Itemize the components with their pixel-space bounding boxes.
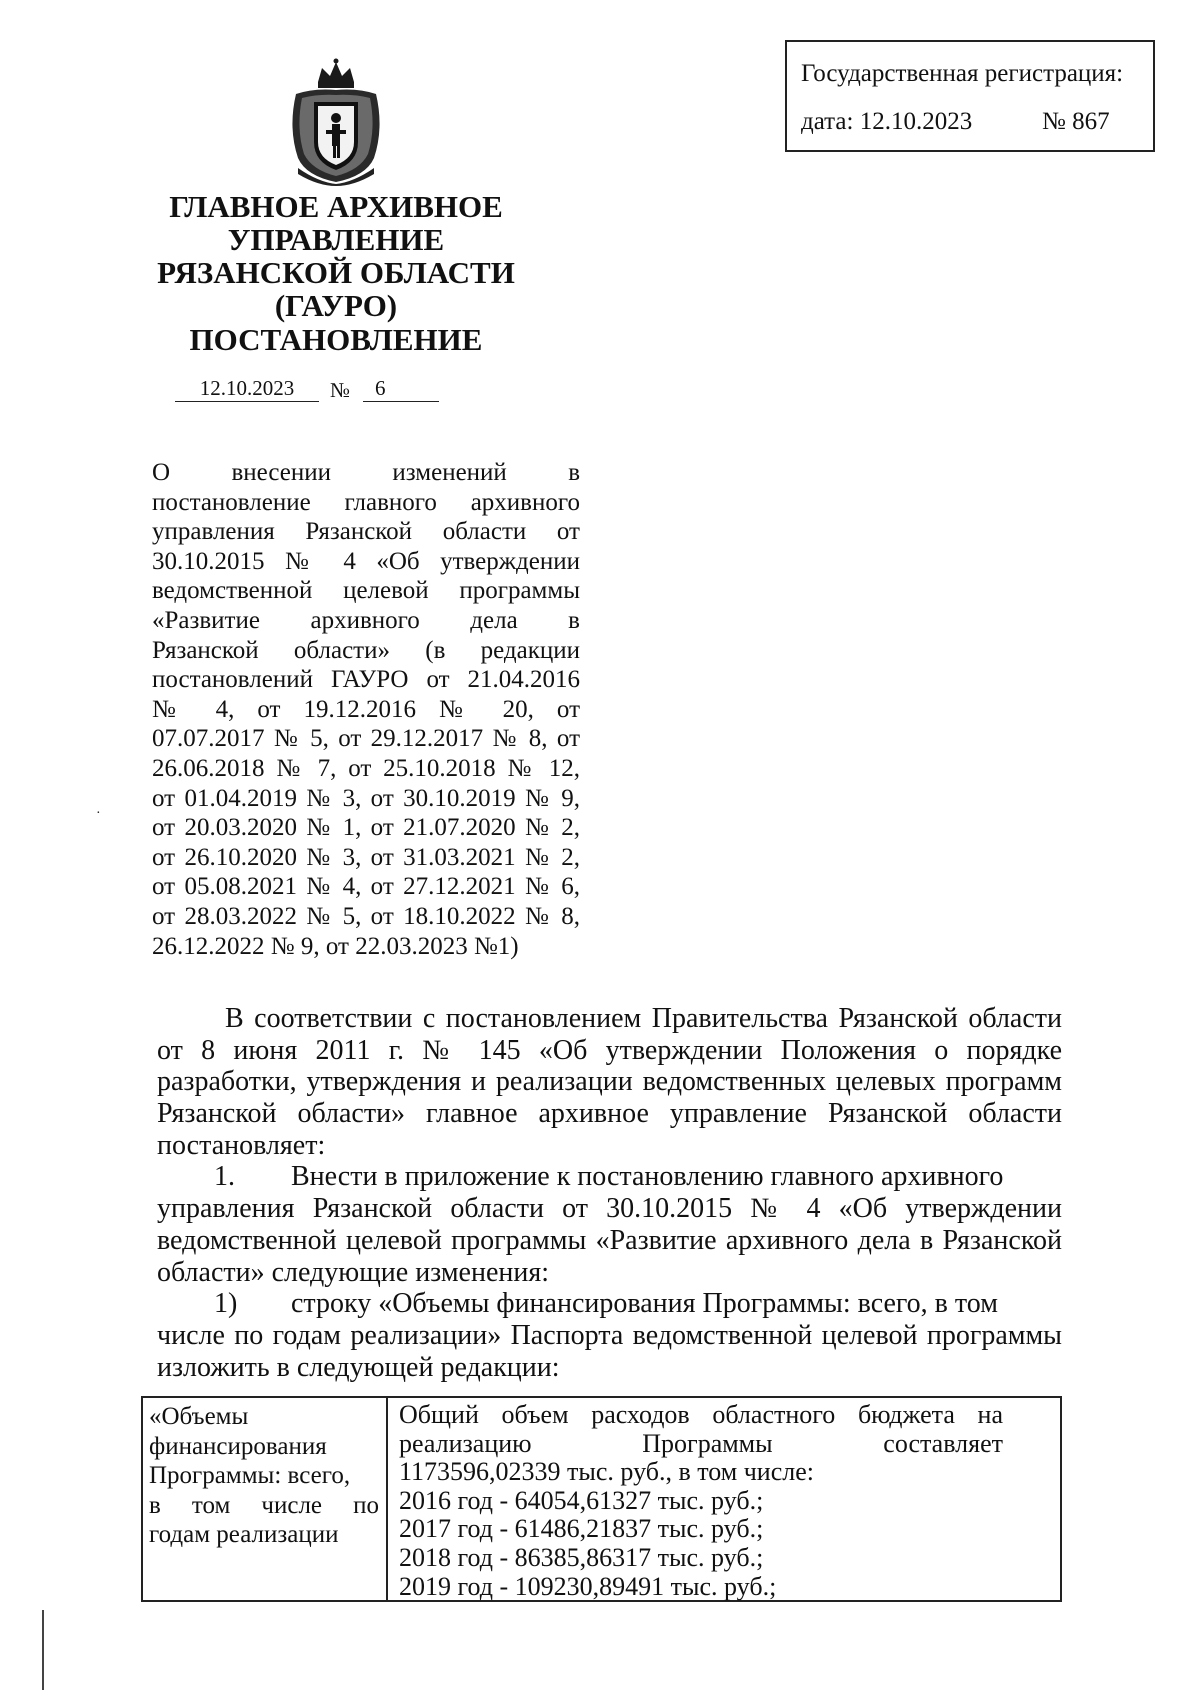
subject-line: № 4, от 19.12.2016 № 20, от — [152, 695, 580, 723]
subject-line: от 28.03.2022 № 5, от 18.10.2022 № 8, — [152, 902, 580, 930]
subject-line: от 05.08.2021 № 4, от 27.12.2021 № 6, — [152, 873, 580, 901]
table-value-line: 2017 год - 61486,21837 тыс. руб.; — [399, 1514, 764, 1544]
subject-line: 30.10.2015 № 4 «Об утверждении — [152, 547, 580, 575]
registration-number: № 867 — [1042, 108, 1110, 135]
subject-line: «Развитие архивного дела в — [152, 606, 580, 634]
body-line: В соответствии с постановлением Правительства Рязанской области — [225, 1003, 1062, 1034]
subject-line: постановлений ГАУРО от 21.04.2016 — [152, 666, 580, 694]
subject-line: управления Рязанской области от — [152, 518, 580, 546]
table-value-line: 2016 год - 64054,61327 тыс. руб.; — [399, 1485, 764, 1515]
subject-line: от 26.10.2020 № 3, от 31.03.2021 № 2, — [152, 843, 580, 871]
subject-line: ведомственной целевой программы — [152, 577, 580, 605]
document-type: ПОСТАНОВЛЕНИЕ — [189, 322, 483, 357]
organization-title-line: УПРАВЛЕНИЕ — [227, 222, 445, 257]
scan-speck: · — [96, 806, 101, 821]
table-label-line: Программы: всего, — [149, 1462, 351, 1489]
organization-title-line: ГЛАВНОЕ АРХИВНОЕ — [169, 189, 503, 224]
ryazan-coat-of-arms-icon — [278, 58, 394, 186]
document-body — [157, 1003, 1062, 1383]
body-line: ведомственной целевой программы «Развитие архивного дела в Рязанской — [157, 1224, 1062, 1256]
table-value-line: реализацию Программы составляет — [399, 1428, 1003, 1458]
table-value-line: 2019 год - 109230,89491 тыс. руб.; — [399, 1571, 777, 1601]
body-line: изложить в следующей редакции: — [157, 1351, 560, 1383]
item-1-text: Внести в приложение к постановлению главного архивного — [291, 1161, 1004, 1193]
body-line: управления Рязанской области от 30.10.2015 № 4 «Об утверждении — [157, 1193, 1062, 1225]
subject-line: от 20.03.2020 № 1, от 21.07.2020 № 2, — [152, 814, 580, 842]
subject-line: Рязанской области» (в редакции — [152, 636, 580, 664]
document-date: 12.10.2023 — [175, 376, 319, 402]
table-value-line: Общий объем расходов областного бюджета на — [399, 1400, 1003, 1429]
document-number: 6 — [363, 376, 439, 402]
organization-title-line: (ГАУРО) — [274, 288, 398, 323]
organization-title-line: РЯЗАНСКОЙ ОБЛАСТИ — [157, 255, 515, 290]
table-value-line: 1173596,02339 тыс. руб., в том числе: — [399, 1457, 814, 1487]
body-line: области» следующие изменения: — [157, 1256, 550, 1288]
subject-line: от 01.04.2019 № 3, от 30.10.2019 № 9, — [152, 784, 580, 812]
document-subject — [152, 458, 580, 961]
subitem-1-number: 1) — [214, 1288, 238, 1320]
table-label-line: финансирования — [149, 1432, 327, 1460]
item-1-number: 1. — [214, 1161, 235, 1193]
subitem-1-line — [157, 1288, 1062, 1320]
table-value-line: 2018 год - 86385,86317 тыс. руб.; — [399, 1542, 764, 1572]
table-label-line: «Объемы — [149, 1403, 249, 1430]
subject-line: постановление главного архивного — [152, 488, 580, 516]
document-number-label: № — [330, 378, 351, 402]
table-cell-label — [149, 1402, 379, 1550]
body-line: числе по годам реализации» Паспорта ведомственной целевой программы — [157, 1319, 1062, 1351]
registration-box — [785, 40, 1155, 152]
financing-table — [141, 1396, 1062, 1602]
organization-title — [150, 190, 522, 322]
table-label-line: годам реализации — [149, 1521, 339, 1548]
subject-line: 07.07.2017 № 5, от 29.12.2017 № 8, от — [152, 725, 580, 753]
body-line: постановляет: — [157, 1129, 326, 1161]
table-cell-value — [399, 1400, 1003, 1600]
table-column-divider — [386, 1398, 388, 1600]
item-1-line — [157, 1161, 1062, 1193]
subject-line: О внесении изменений в — [152, 459, 580, 486]
subitem-1-text: строку «Объемы финансирования Программы: всего, в том — [291, 1288, 998, 1320]
table-label-line: в том числе по — [149, 1491, 379, 1519]
body-line: от 8 июня 2011 г. № 145 «Об утверждении Положения о порядке — [157, 1034, 1062, 1066]
subject-line: 26.12.2022 № 9, от 22.03.2023 №1) — [152, 932, 519, 960]
subject-line: 26.06.2018 № 7, от 25.10.2018 № 12, — [152, 754, 580, 782]
scan-margin-line — [42, 1610, 44, 1690]
body-line: разработки, утверждения и реализации ведомственных целевых программ — [157, 1066, 1062, 1098]
registration-date: дата: 12.10.2023 — [801, 108, 973, 135]
registration-title: Государственная регистрация: — [801, 60, 1124, 87]
body-line: Рязанской области» главное архивное управление Рязанской области — [157, 1098, 1062, 1130]
